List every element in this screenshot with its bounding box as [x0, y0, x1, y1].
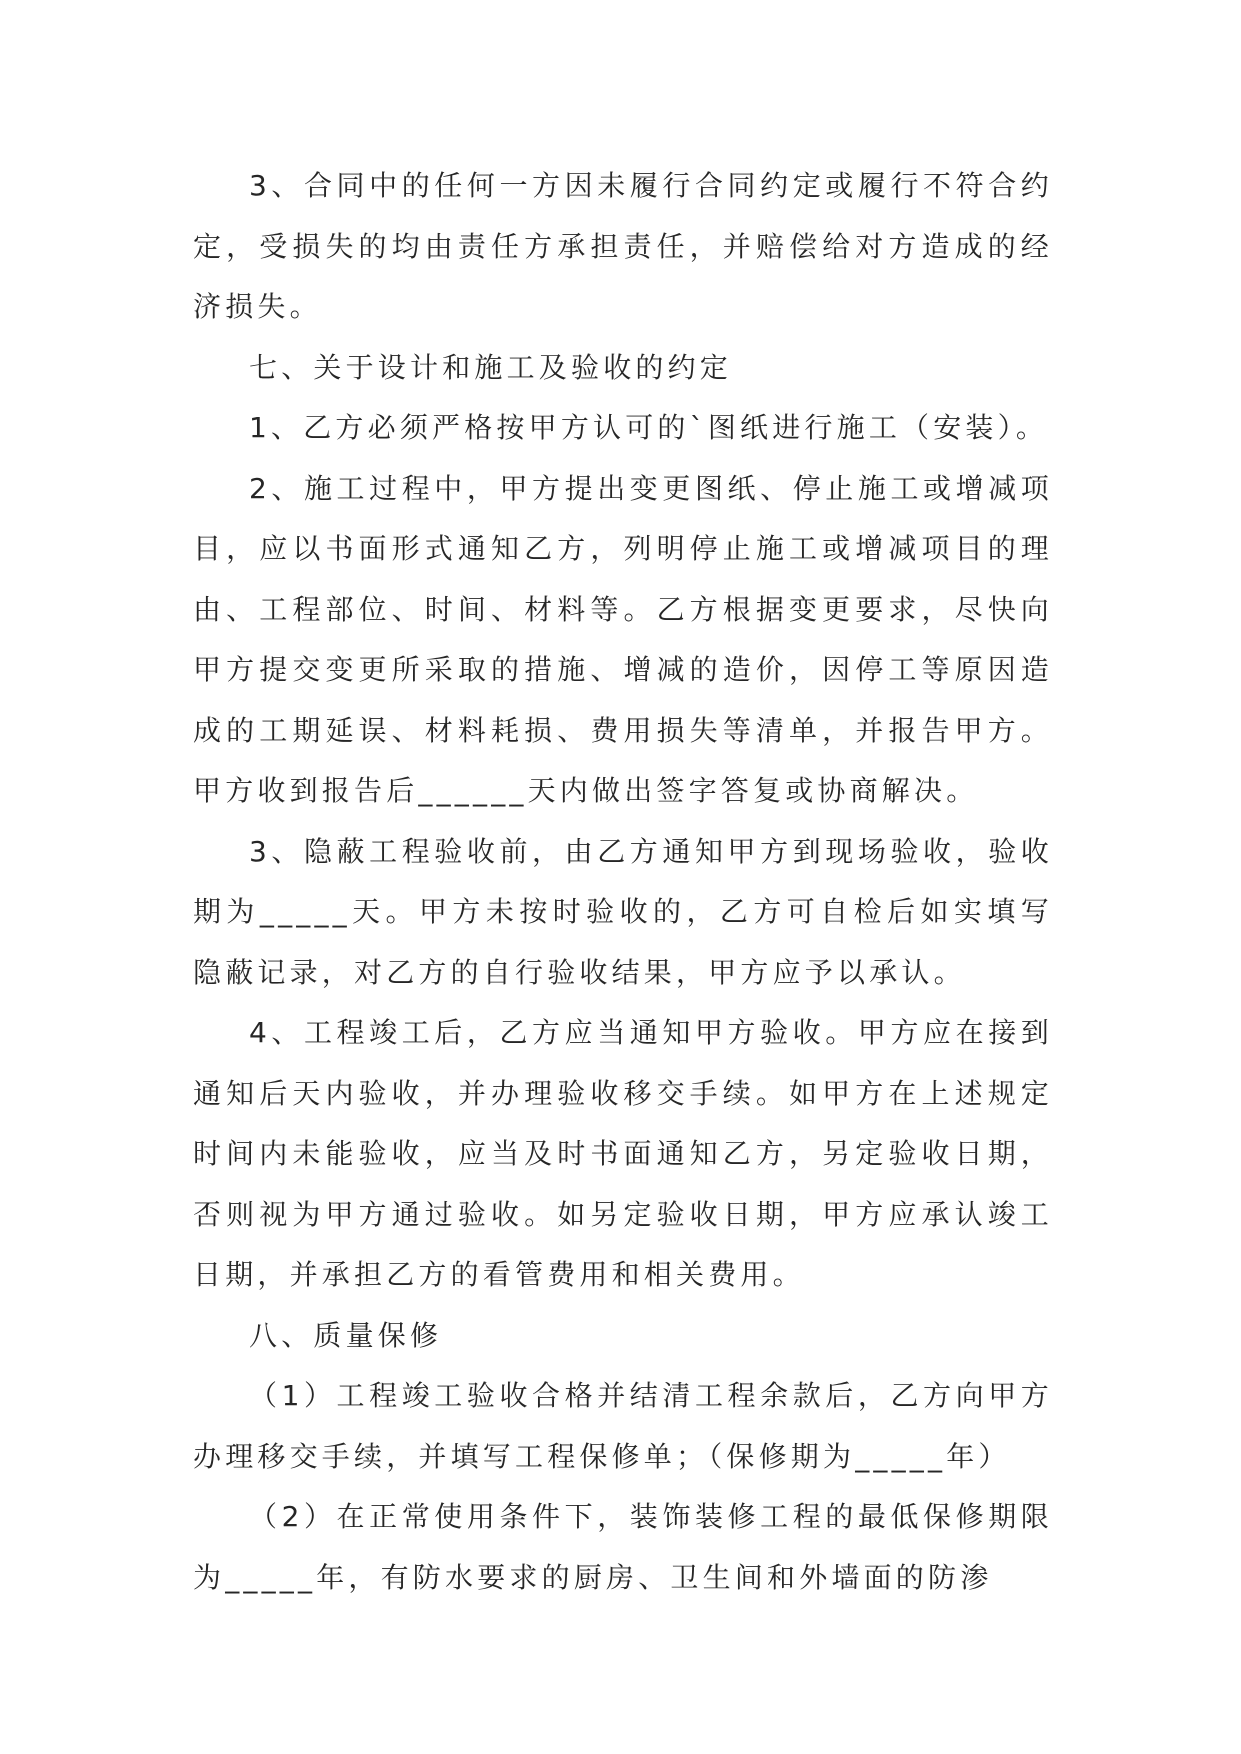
- paragraph-liability: 3、合同中的任何一方因未履行合同约定或履行不符合约定，受损失的均由责任方承担责任，并赔偿给对方造成的经济损失。: [193, 169, 1053, 323]
- section-heading-design-construction: 七、关于设计和施工及验收的约定: [249, 350, 733, 384]
- paragraph-drawings: 1、乙方必须严格按甲方认可的`图纸进行施工（安装）。: [249, 411, 1049, 444]
- section-heading-warranty: 八、质量保修: [249, 1318, 443, 1352]
- paragraph-concealed-works: 3、隐蔽工程验收前，由乙方通知甲方到现场验收，验收期为_____天。甲方未按时验收的，乙方可自检后如实填写隐蔽记录，对乙方的自行验收结果，甲方应予以承认。: [193, 834, 1053, 989]
- paragraph-warranty-1: （1）工程竣工验收合格并结清工程余款后，乙方向甲方办理移交手续，并填写工程保修单；（保修期为_____年）: [193, 1379, 1053, 1473]
- paragraph-completion-acceptance: 4、工程竣工后，乙方应当通知甲方验收。甲方应在接到通知后天内验收，并办理验收移交手续。如甲方在上述规定时间内未能验收，应当及时书面通知乙方，另定验收日期，否则视为甲方通过验收。如另定验收日期，甲方应承认竣工日期，并承担乙方的看管费用和相关费用。: [193, 1016, 1053, 1291]
- paragraph-warranty-2: （2）在正常使用条件下，装饰装修工程的最低保修期限为_____年，有防水要求的厨房、卫生间和外墙面的防渗: [193, 1500, 1053, 1594]
- paragraph-changes: 2、施工过程中，甲方提出变更图纸、停止施工或增减项目，应以书面形式通知乙方，列明停止施工或增减项目的理由、工程部位、时间、材料等。乙方根据变更要求，尽快向甲方提交变更所采取的措施、增减的造价，因停工等原因造成的工期延误、材料耗损、费用损失等清单，并报告甲方。甲方收到报告后______天内做出签字答复或协商解决。: [193, 471, 1053, 807]
- document-body: [193, 156, 1053, 1608]
